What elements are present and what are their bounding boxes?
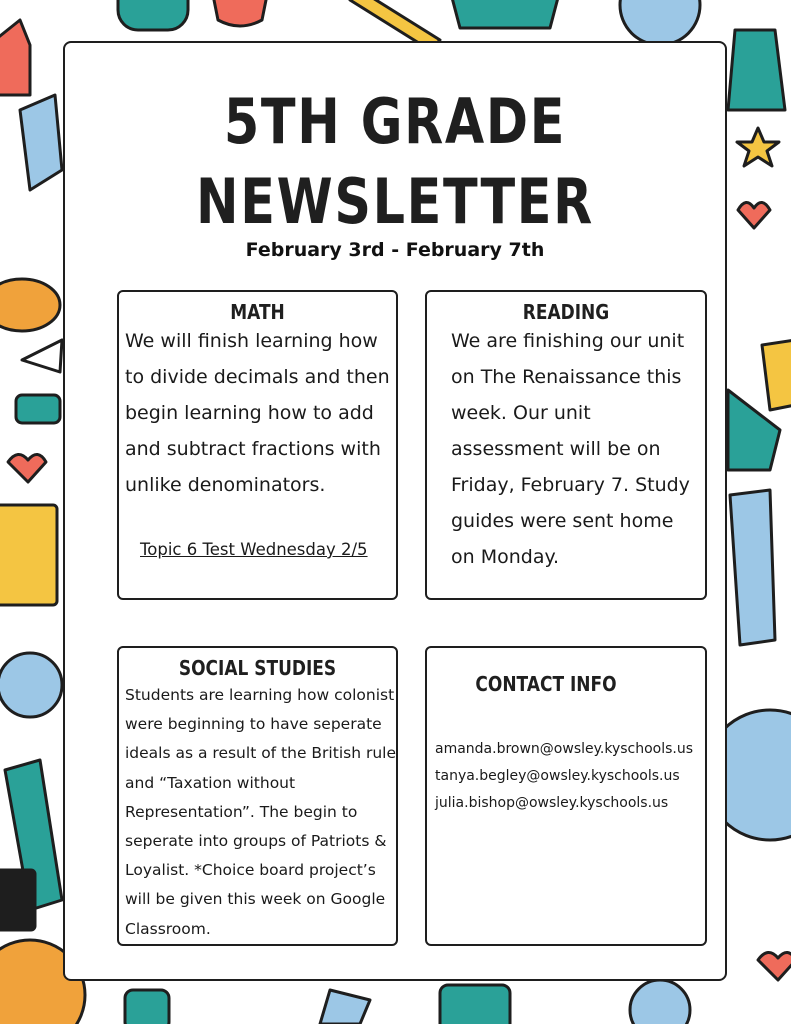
contact-section <box>425 646 707 946</box>
math-heading: MATH <box>230 300 285 324</box>
newsletter-title-line1: 5TH GRADE <box>223 85 567 158</box>
flask-icon <box>118 0 188 30</box>
lamp-icon <box>762 340 791 410</box>
reading-section <box>425 290 707 600</box>
ink-bottle-icon <box>20 95 62 190</box>
heart-icon <box>8 454 46 482</box>
math-test-note: Topic 6 Test Wednesday 2/5 <box>140 540 368 559</box>
contact-email[interactable]: julia.bishop@owsley.kyschools.us <box>435 795 669 811</box>
contact-email[interactable]: amanda.brown@owsley.kyschools.us <box>435 741 694 757</box>
test-tube-icon <box>730 490 775 645</box>
alarm-clock-icon <box>0 653 62 717</box>
newsletter-sheet <box>63 41 727 981</box>
backpack-icon <box>450 0 560 28</box>
reading-text: We are finishing our unit on The Renaissance this week. Our unit assessment will be on Friday, February 7. Study guides were sent home on Monday. <box>451 330 690 568</box>
beaker-icon <box>728 30 785 110</box>
math-section <box>117 290 398 600</box>
contact-heading: CONTACT INFO <box>475 672 617 696</box>
pencil-tip-icon <box>22 340 62 372</box>
contact-email[interactable]: tanya.begley@owsley.kyschools.us <box>435 768 680 784</box>
book-icon <box>0 870 35 930</box>
social-studies-text: Students are learning how colonist were beginning to have seperate ideals as a result of the British rule and “Taxation without Representation”. The begin to seperate into groups of Patriots & Loyalist. *Choice board project’s will be given this week on Google Classroom. <box>125 686 396 938</box>
week-dates: February 3rd - February 7th <box>245 239 545 261</box>
star-icon <box>737 128 779 166</box>
heart-icon <box>738 202 770 228</box>
eraser-icon <box>16 395 60 423</box>
social-studies-heading: SOCIAL STUDIES <box>178 656 337 680</box>
football-icon <box>0 279 60 331</box>
math-text: We will finish learning how to divide decimals and then begin learning how to add and subtract fractions with unlike denominators. <box>125 330 390 496</box>
heart-icon <box>758 952 791 980</box>
social-studies-section <box>117 646 398 946</box>
globe-icon <box>620 0 700 45</box>
newsletter-title-line2: NEWSLETTER <box>196 165 594 238</box>
house-icon <box>0 20 30 95</box>
cup-icon <box>125 990 169 1024</box>
calculator-icon <box>440 985 510 1024</box>
reading-heading: READING <box>522 300 610 324</box>
apple-icon <box>212 0 268 26</box>
scissors-icon <box>320 990 370 1024</box>
pencil-case-icon <box>0 505 57 605</box>
clock-icon <box>630 980 690 1024</box>
